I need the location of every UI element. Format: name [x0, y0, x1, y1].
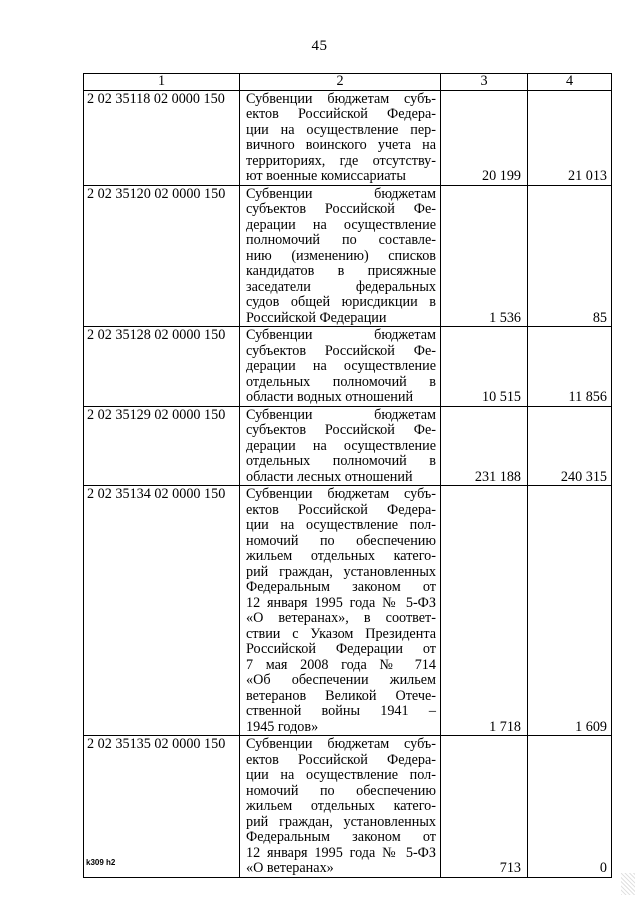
description-line: ветеранов Великой Отече-	[246, 687, 436, 704]
description-line: ектов Российской Федера-	[246, 501, 436, 518]
description-line: субъектов Российской Фе-	[246, 342, 436, 359]
column-header-1: 1	[84, 74, 240, 91]
description-line: ствии с Указом Президента	[246, 625, 436, 642]
description-cell	[240, 736, 441, 878]
description-line: ции на осуществление пер-	[246, 121, 436, 138]
description-line: Субвенции бюджетам субъ-	[246, 90, 436, 107]
column-header-2: 2	[240, 74, 441, 91]
amount-col4-cell: 21 013	[528, 90, 612, 185]
description-line: нию (изменению) списков	[246, 247, 436, 264]
amount-col4-cell: 85	[528, 185, 612, 327]
budget-code-cell: 2 02 35120 02 0000 150	[84, 185, 240, 327]
budget-code-cell: 2 02 35128 02 0000 150	[84, 327, 240, 407]
description-line: 12 января 1995 года № 5-ФЗ	[246, 844, 436, 861]
description-line: 1945 годов»	[246, 718, 319, 735]
description-line: ектов Российской Федера-	[246, 751, 436, 768]
description-line: ектов Российской Федера-	[246, 106, 436, 122]
description-line: жильем отдельных катего-	[246, 548, 436, 564]
description-line: отдельных полномочий в	[246, 453, 436, 469]
amount-col3-cell: 713	[441, 736, 528, 878]
description-line: 7 мая 2008 года № 714	[246, 656, 436, 673]
table-row	[84, 736, 612, 878]
description-line: субъектов Российской Фе-	[246, 201, 436, 217]
description-cell	[240, 406, 441, 486]
page-number: 45	[311, 38, 328, 54]
description-line: номочий по обеспечению	[246, 532, 436, 549]
table-row	[84, 406, 612, 486]
amount-col3-cell: 1 718	[441, 486, 528, 736]
description-line: территориях, где отсутству-	[246, 152, 436, 169]
amount-col3-cell: 231 188	[441, 406, 528, 486]
description-line: рий граждан, установленных	[246, 813, 436, 830]
description-line: заседатели федеральных	[246, 278, 436, 295]
description-line: жильем отдельных катего-	[246, 798, 436, 814]
description-line: Субвенции бюджетам субъ-	[246, 736, 436, 752]
description-line: отдельных полномочий в	[246, 373, 436, 390]
amount-col3-cell: 1 536	[441, 185, 528, 327]
amount-col4-cell: 11 856	[528, 327, 612, 407]
amount-col4-cell: 1 609	[528, 486, 612, 736]
description-line: Российской Федерации	[246, 309, 387, 326]
budget-code-cell: 2 02 35135 02 0000 150	[84, 736, 240, 878]
description-line: Федеральным законом от	[246, 829, 436, 845]
description-line: кандидатов в присяжные	[246, 263, 436, 279]
description-line: ции на осуществление пол-	[246, 767, 436, 783]
table-row	[84, 90, 612, 185]
description-line: Субвенции бюджетам	[246, 327, 436, 343]
table-row	[84, 327, 612, 407]
description-cell	[240, 327, 441, 407]
description-line: 12 января 1995 года № 5-ФЗ	[246, 594, 436, 611]
description-line: Субвенции бюджетам субъ-	[246, 486, 436, 502]
description-line: ственной войны 1941 –	[246, 703, 436, 719]
amount-col4-cell: 0	[528, 736, 612, 878]
description-line: номочий по обеспечению	[246, 782, 436, 799]
description-line: судов общей юрисдикции в	[246, 294, 436, 310]
budget-code-cell: 2 02 35129 02 0000 150	[84, 406, 240, 486]
table-row	[84, 486, 612, 736]
description-cell	[240, 90, 441, 185]
description-line: Субвенции бюджетам	[246, 406, 436, 423]
description-line: Российской Федерации от	[246, 641, 436, 657]
description-line: дерации на осуществление	[246, 437, 436, 454]
budget-code-cell: 2 02 35118 02 0000 150	[84, 90, 240, 185]
description-line: дерации на осуществление	[246, 216, 436, 233]
description-line: Субвенции бюджетам	[246, 185, 436, 202]
description-line: «О ветеранах»	[246, 860, 334, 876]
description-line: ют военные комиссариаты	[246, 168, 406, 184]
description-line: ции на осуществление пол-	[246, 517, 436, 533]
description-line: области водных отношений	[246, 389, 414, 405]
description-line: вичного воинского учета на	[246, 137, 436, 153]
description-cell	[240, 185, 441, 327]
table-row	[84, 185, 612, 327]
column-header-3: 3	[441, 74, 528, 91]
budget-code-cell: 2 02 35134 02 0000 150	[84, 486, 240, 736]
column-header-4: 4	[528, 74, 612, 91]
description-line: «Об обеспечении жильем	[246, 672, 436, 688]
description-cell	[240, 486, 441, 736]
description-line: дерации на осуществление	[246, 358, 436, 374]
footer-code: k309 h2	[86, 858, 116, 867]
amount-col3-cell: 10 515	[441, 327, 528, 407]
description-line: Федеральным законом от	[246, 579, 436, 595]
description-line: субъектов Российской Фе-	[246, 422, 436, 438]
amount-col4-cell: 240 315	[528, 406, 612, 486]
description-line: «О ветеранах», в соответ-	[246, 610, 436, 626]
amount-col3-cell: 20 199	[441, 90, 528, 185]
description-line: рий граждан, установленных	[246, 563, 436, 580]
description-line: полномочий по составле-	[246, 232, 436, 248]
budget-table	[83, 73, 612, 878]
table-header-row	[84, 74, 612, 91]
scan-artifact	[621, 873, 635, 895]
description-line: области лесных отношений	[246, 468, 413, 485]
